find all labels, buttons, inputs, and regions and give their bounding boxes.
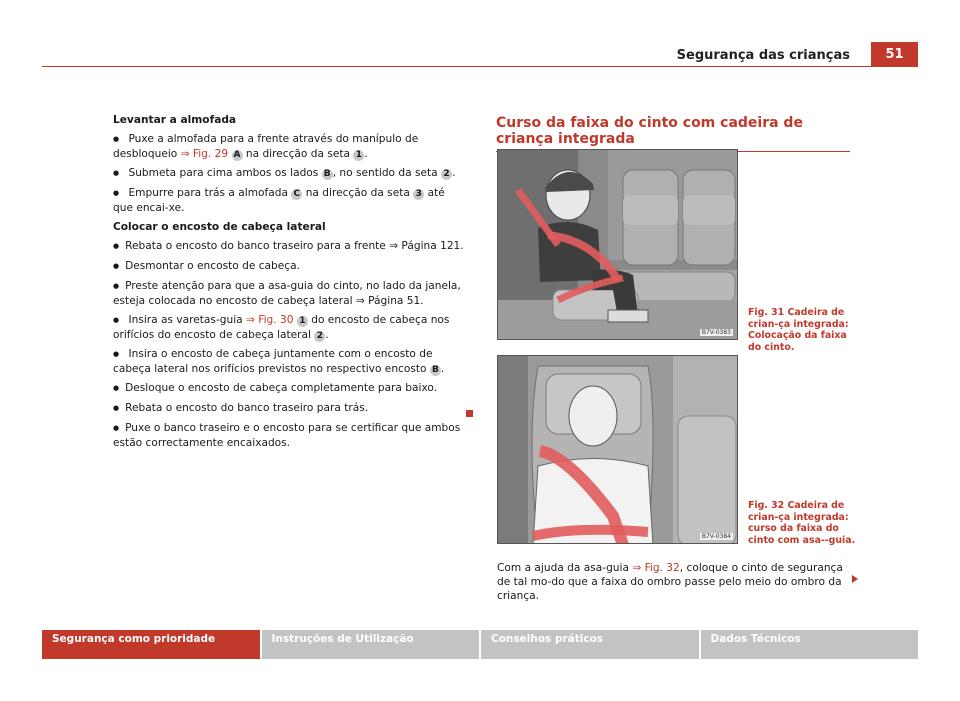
instruction-text: Insira o encosto de cabeça juntamente com o encosto de cabeça lateral nos orifícios previstos no respectivo encosto (113, 348, 433, 375)
instruction-text: na direcção da seta (305, 187, 410, 199)
figure-code: B7V-0384 (701, 533, 731, 540)
instruction-text: do encosto de cabeça nos orifícios do encosto de cabeça lateral (113, 314, 450, 341)
caption-text: Cadeira de crian-ça integrada: curso da faixa do cinto com asa--guia. (748, 500, 856, 546)
continue-arrow-icon (852, 575, 858, 583)
instruction-text: . (452, 167, 456, 179)
figure-link[interactable]: ⇒ Fig. 32 (632, 562, 680, 574)
belt-guide-illustration (498, 356, 738, 544)
instruction-item (113, 381, 467, 396)
figure-label: Fig. 31 (748, 307, 785, 318)
instruction-item (113, 186, 467, 215)
belt-guide-instructions (497, 561, 857, 603)
instruction-item (113, 279, 467, 308)
figure-32-belt-guide (497, 355, 738, 544)
instruction-text: Preste atenção para que a asa-guia do cinto, no lado da janela, esteja colocada no encosto de cabeça lateral ⇒ Página 51. (113, 280, 461, 307)
instruction-text: Desloque o encosto de cabeça completamente para baixo. (125, 382, 438, 394)
tab-seguranca-como-prioridade[interactable]: Segurança como prioridade (42, 630, 260, 659)
body-text: Com a ajuda da asa-guia (497, 562, 629, 574)
section-title: Curso da faixa do cinto com cadeira de criança integrada (496, 115, 850, 152)
instruction-text: na direcção da seta (245, 148, 351, 160)
tab-conselhos-praticos[interactable]: Conselhos práticos (481, 630, 699, 659)
tab-instrucoes-de-utilizacao[interactable]: Instruções de Utilização (262, 630, 480, 659)
heading-encosto-cabeca-lateral: Colocar o encosto de cabeça lateral (113, 221, 326, 233)
instruction-item (113, 259, 467, 274)
callout-badge: 3 (413, 189, 424, 200)
child-seat-illustration (498, 150, 738, 340)
instruction-text: . (364, 148, 368, 160)
figure-label: Fig. 32 (748, 500, 785, 511)
figure-link[interactable]: ⇒ Fig. 29 (180, 148, 229, 160)
instruction-item (113, 401, 467, 416)
instruction-item (113, 313, 467, 342)
page-number: 51 (871, 42, 918, 67)
instruction-text: até que encai-xe. (113, 187, 445, 214)
callout-badge: 1 (353, 150, 364, 161)
caption-text: Cadeira de crian-ça integrada: Colocação da faixa do cinto. (748, 307, 849, 353)
instruction-text: Submeta para cima ambos os lados (128, 167, 319, 179)
callout-badge: B (322, 169, 333, 180)
instruction-text: . (325, 329, 329, 341)
callout-badge: C (291, 189, 302, 200)
instruction-text: Rebata o encosto do banco traseiro para a frente ⇒ Página 121. (125, 240, 464, 252)
callout-badge: B (430, 365, 441, 376)
figure-31-caption (748, 307, 858, 353)
instruction-item (113, 166, 467, 181)
footer-nav (42, 630, 918, 659)
tab-dados-tecnicos[interactable]: Dados Técnicos (701, 630, 919, 659)
callout-badge: 2 (314, 331, 325, 342)
callout-badge: 2 (441, 169, 452, 180)
figure-31-child-seat-belt (497, 149, 738, 340)
figure-code: B7V-0383 (701, 329, 731, 336)
callout-badge: 1 (297, 316, 308, 327)
header-rule (42, 66, 918, 67)
instruction-text: Rebata o encosto do banco traseiro para trás. (125, 402, 369, 414)
instruction-text: , no sentido da seta (332, 167, 438, 179)
instruction-text: Insira as varetas-guia (128, 314, 243, 326)
instruction-text: Empurre para trás a almofada (128, 187, 288, 199)
running-header-title: Segurança das crianças (676, 48, 850, 63)
section-end-marker (466, 410, 473, 417)
instruction-item (113, 239, 467, 254)
instruction-text: Desmontar o encosto de cabeça. (125, 260, 300, 272)
instruction-text: Puxe a almofada para a frente através do manípulo de desbloqueio (113, 133, 419, 160)
left-column (113, 113, 467, 455)
instruction-item (113, 132, 467, 161)
instruction-item (113, 421, 467, 450)
heading-levantar-almofada: Levantar a almofada (113, 114, 237, 126)
instruction-text: Puxe o banco traseiro e o encosto para se certificar que ambos estão correctamente encaixados. (113, 422, 461, 449)
instruction-item (113, 347, 467, 376)
instruction-text: . (440, 363, 445, 375)
figure-link[interactable]: ⇒ Fig. 30 (246, 314, 294, 326)
figure-32-caption (748, 500, 858, 546)
callout-badge: A (232, 150, 243, 161)
body-text: , coloque o cinto de segurança de tal mo-do que a faixa do ombro passe pelo meio do ombro da criança. (497, 562, 843, 602)
